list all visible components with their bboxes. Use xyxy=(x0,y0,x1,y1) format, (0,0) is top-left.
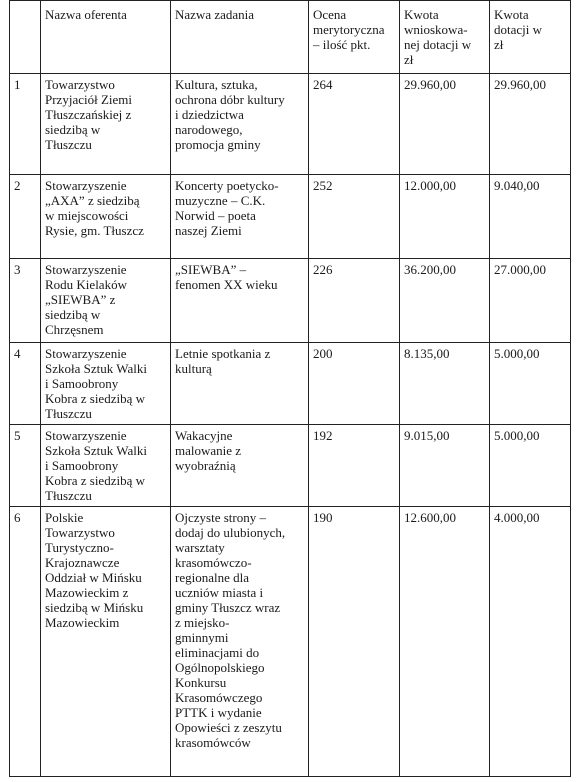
header-grant: Kwota dotacji w zł xyxy=(490,1,571,74)
table-row xyxy=(10,175,571,259)
cell-task: Kultura, sztuka, ochrona dóbr kultury i dziedzictwa narodowego, promocja gminy xyxy=(171,74,309,175)
cell-grant: 9.040,00 xyxy=(490,175,571,259)
cell-no: 6 xyxy=(10,507,41,777)
cell-no: 5 xyxy=(10,425,41,507)
cell-offeror: Towarzystwo Przyjaciół Ziemi Tłuszczańskiej z siedzibą w Tłuszczu xyxy=(41,74,171,175)
cell-no: 2 xyxy=(10,175,41,259)
cell-task: Ojczyste strony – dodaj do ulubionych, warsztaty krasomówczo- regionalne dla uczniów miasta i gminy Tłuszcz wraz z miejsko- gminnymi eliminacjami do Ogólnopolskiego Konkursu Krasomówczego PTTK i wydanie Opowieści z zeszytu krasomówców xyxy=(171,507,309,777)
cell-task: Koncerty poetycko- muzyczne – C.K. Norwid – poeta naszej Ziemi xyxy=(171,175,309,259)
header-requested: Kwota wnioskowa- nej dotacji w zł xyxy=(400,1,490,74)
cell-grant: 5.000,00 xyxy=(490,425,571,507)
cell-requested: 36.200,00 xyxy=(400,259,490,343)
table-row xyxy=(10,259,571,343)
header-score: Ocena merytoryczna – ilość pkt. xyxy=(309,1,400,74)
cell-offeror: Stowarzyszenie Rodu Kielaków „SIEWBA” z siedzibą w Chrzęsnem xyxy=(41,259,171,343)
cell-requested: 12.600,00 xyxy=(400,507,490,777)
cell-requested: 8.135,00 xyxy=(400,343,490,425)
header-no xyxy=(10,1,41,74)
cell-offeror: Stowarzyszenie Szkoła Sztuk Walki i Samoobrony Kobra z siedzibą w Tłuszczu xyxy=(41,425,171,507)
cell-offeror: Stowarzyszenie „AXA” z siedzibą w miejscowości Rysie, gm. Tłuszcz xyxy=(41,175,171,259)
table-row xyxy=(10,507,571,777)
grant-results-table xyxy=(9,0,571,777)
table-row xyxy=(10,74,571,175)
cell-no: 3 xyxy=(10,259,41,343)
header-offeror: Nazwa oferenta xyxy=(41,1,171,74)
cell-grant: 29.960,00 xyxy=(490,74,571,175)
cell-score: 252 xyxy=(309,175,400,259)
header-task: Nazwa zadania xyxy=(171,1,309,74)
table-row xyxy=(10,425,571,507)
cell-task: Letnie spotkania z kulturą xyxy=(171,343,309,425)
cell-score: 226 xyxy=(309,259,400,343)
cell-offeror: Polskie Towarzystwo Turystyczno- Krajoznawcze Oddział w Mińsku Mazowieckim z siedzibą w Mińsku Mazowieckim xyxy=(41,507,171,777)
cell-score: 200 xyxy=(309,343,400,425)
cell-offeror: Stowarzyszenie Szkoła Sztuk Walki i Samoobrony Kobra z siedzibą w Tłuszczu xyxy=(41,343,171,425)
cell-requested: 12.000,00 xyxy=(400,175,490,259)
cell-requested: 29.960,00 xyxy=(400,74,490,175)
cell-requested: 9.015,00 xyxy=(400,425,490,507)
cell-score: 190 xyxy=(309,507,400,777)
cell-score: 264 xyxy=(309,74,400,175)
cell-grant: 4.000,00 xyxy=(490,507,571,777)
table-header-row xyxy=(10,1,571,74)
cell-no: 1 xyxy=(10,74,41,175)
cell-grant: 5.000,00 xyxy=(490,343,571,425)
cell-grant: 27.000,00 xyxy=(490,259,571,343)
cell-task: „SIEWBA” – fenomen XX wieku xyxy=(171,259,309,343)
table-row xyxy=(10,343,571,425)
cell-no: 4 xyxy=(10,343,41,425)
cell-task: Wakacyjne malowanie z wyobraźnią xyxy=(171,425,309,507)
cell-score: 192 xyxy=(309,425,400,507)
